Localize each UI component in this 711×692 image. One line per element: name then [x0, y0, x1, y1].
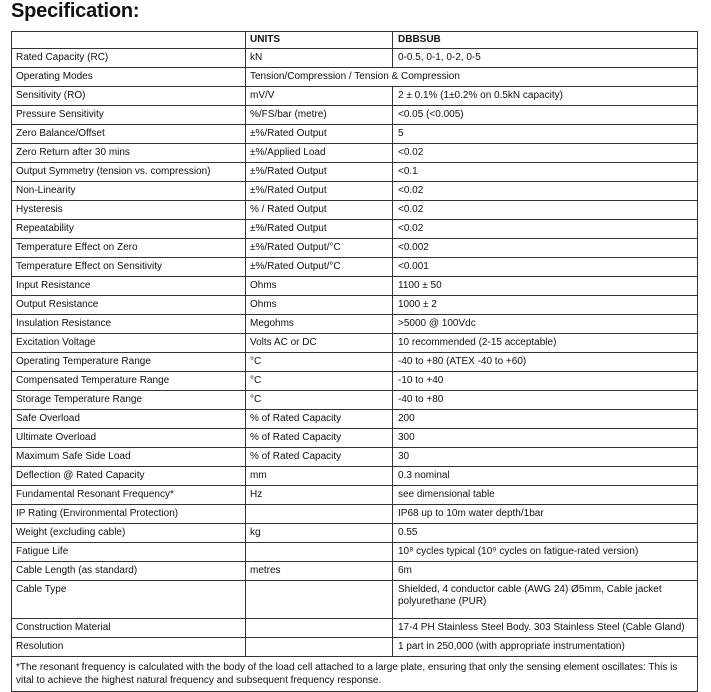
table-row	[12, 277, 698, 296]
row-parameter: Ultimate Overload	[12, 429, 246, 448]
row-parameter: IP Rating (Environmental Protection)	[12, 505, 246, 524]
specification-table	[11, 31, 698, 692]
row-parameter: Fatigue Life	[12, 543, 246, 562]
row-units: mV/V	[246, 87, 393, 106]
table-row	[12, 581, 698, 619]
row-units: ±%/Rated Output/°C	[246, 239, 393, 258]
row-parameter: Insulation Resistance	[12, 315, 246, 334]
row-value: 10⁸ cycles typical (10⁹ cycles on fatigue-rated version)	[393, 543, 698, 562]
row-parameter: Compensated Temperature Range	[12, 372, 246, 391]
footnote: *The resonant frequency is calculated with the body of the load cell attached to a large plate, ensuring that only the sensing element oscillates: This is vital to achieve the highest natural frequency and subsequent frequency response.	[12, 657, 698, 692]
row-units: % of Rated Capacity	[246, 448, 393, 467]
row-parameter: Non-Linearity	[12, 182, 246, 201]
row-units: % of Rated Capacity	[246, 429, 393, 448]
row-parameter: Resolution	[12, 638, 246, 657]
row-units: Volts AC or DC	[246, 334, 393, 353]
table-row	[12, 562, 698, 581]
row-parameter: Rated Capacity (RC)	[12, 49, 246, 68]
row-value: 10 recommended (2-15 acceptable)	[393, 334, 698, 353]
row-value: <0.02	[393, 182, 698, 201]
row-parameter: Safe Overload	[12, 410, 246, 429]
row-parameter: Deflection @ Rated Capacity	[12, 467, 246, 486]
row-units: % of Rated Capacity	[246, 410, 393, 429]
row-units: ±%/Rated Output/°C	[246, 258, 393, 277]
row-value: 1100 ± 50	[393, 277, 698, 296]
row-value: <0.002	[393, 239, 698, 258]
table-row	[12, 505, 698, 524]
row-value: -40 to +80	[393, 391, 698, 410]
table-row	[12, 49, 698, 68]
table-row	[12, 448, 698, 467]
table-header-row	[12, 32, 698, 49]
row-units	[246, 543, 393, 562]
row-units: mm	[246, 467, 393, 486]
row-value: 1000 ± 2	[393, 296, 698, 315]
table-row	[12, 68, 698, 87]
row-value: Shielded, 4 conductor cable (AWG 24) Ø5mm, Cable jacket polyurethane (PUR)	[393, 581, 698, 619]
row-units: ±%/Rated Output	[246, 182, 393, 201]
table-row	[12, 410, 698, 429]
row-value: 30	[393, 448, 698, 467]
row-units: Megohms	[246, 315, 393, 334]
table-row	[12, 486, 698, 505]
table-row	[12, 106, 698, 125]
row-parameter: Zero Return after 30 mins	[12, 144, 246, 163]
header-model: DBBSUB	[393, 32, 698, 49]
row-value: see dimensional table	[393, 486, 698, 505]
table-row	[12, 239, 698, 258]
page-title: Specification:	[11, 0, 140, 22]
row-parameter: Construction Material	[12, 619, 246, 638]
row-value: IP68 up to 10m water depth/1bar	[393, 505, 698, 524]
row-parameter: Hysteresis	[12, 201, 246, 220]
table-row	[12, 429, 698, 448]
row-value: 200	[393, 410, 698, 429]
table-row	[12, 391, 698, 410]
row-value: 17-4 PH Stainless Steel Body. 303 Stainless Steel (Cable Gland)	[393, 619, 698, 638]
header-parameter	[12, 32, 246, 49]
row-parameter: Storage Temperature Range	[12, 391, 246, 410]
table-row	[12, 543, 698, 562]
footnote-row	[12, 657, 698, 692]
row-units: ±%/Rated Output	[246, 163, 393, 182]
row-units: ±%/Rated Output	[246, 220, 393, 239]
row-units: metres	[246, 562, 393, 581]
table-row	[12, 220, 698, 239]
row-units: Hz	[246, 486, 393, 505]
row-parameter: Repeatability	[12, 220, 246, 239]
row-units: °C	[246, 353, 393, 372]
table-row	[12, 334, 698, 353]
row-value: 5	[393, 125, 698, 144]
row-value: -10 to +40	[393, 372, 698, 391]
row-parameter: Input Resistance	[12, 277, 246, 296]
table-row	[12, 524, 698, 543]
row-value: >5000 @ 100Vdc	[393, 315, 698, 334]
row-value: 0-0.5, 0-1, 0-2, 0-5	[393, 49, 698, 68]
row-units	[246, 619, 393, 638]
row-value: 0.3 nominal	[393, 467, 698, 486]
row-parameter: Excitation Voltage	[12, 334, 246, 353]
row-units: % / Rated Output	[246, 201, 393, 220]
row-value: <0.05 (<0.005)	[393, 106, 698, 125]
table-row	[12, 353, 698, 372]
row-units: Ohms	[246, 296, 393, 315]
row-units: °C	[246, 372, 393, 391]
row-units: °C	[246, 391, 393, 410]
row-parameter: Cable Type	[12, 581, 246, 619]
row-value: <0.02	[393, 144, 698, 163]
row-parameter: Temperature Effect on Zero	[12, 239, 246, 258]
table-row	[12, 638, 698, 657]
row-value: 1 part in 250,000 (with appropriate instrumentation)	[393, 638, 698, 657]
row-parameter: Fundamental Resonant Frequency*	[12, 486, 246, 505]
row-units: %/FS/bar (metre)	[246, 106, 393, 125]
row-value: <0.1	[393, 163, 698, 182]
row-units: kg	[246, 524, 393, 543]
row-parameter: Operating Temperature Range	[12, 353, 246, 372]
row-value: 2 ± 0.1% (1±0.2% on 0.5kN capacity)	[393, 87, 698, 106]
row-units	[246, 581, 393, 619]
table-row	[12, 163, 698, 182]
table-row	[12, 619, 698, 638]
table-row	[12, 201, 698, 220]
table-row	[12, 144, 698, 163]
row-parameter: Output Symmetry (tension vs. compression)	[12, 163, 246, 182]
row-parameter: Cable Length (as standard)	[12, 562, 246, 581]
row-parameter: Sensitivity (RO)	[12, 87, 246, 106]
row-units: Tension/Compression / Tension & Compression	[246, 68, 698, 87]
row-units: ±%/Applied Load	[246, 144, 393, 163]
row-parameter: Zero Balance/Offset	[12, 125, 246, 144]
table-row	[12, 372, 698, 391]
row-parameter: Output Resistance	[12, 296, 246, 315]
table-row	[12, 315, 698, 334]
row-parameter: Weight (excluding cable)	[12, 524, 246, 543]
table-row	[12, 182, 698, 201]
row-units: Ohms	[246, 277, 393, 296]
table-row	[12, 87, 698, 106]
row-units	[246, 505, 393, 524]
row-units: ±%/Rated Output	[246, 125, 393, 144]
row-parameter: Operating Modes	[12, 68, 246, 87]
header-units: UNITS	[246, 32, 393, 49]
row-parameter: Maximum Safe Side Load	[12, 448, 246, 467]
row-value: 6m	[393, 562, 698, 581]
row-value: 300	[393, 429, 698, 448]
row-value: 0.55	[393, 524, 698, 543]
table-row	[12, 467, 698, 486]
row-units	[246, 638, 393, 657]
row-parameter: Pressure Sensitivity	[12, 106, 246, 125]
row-parameter: Temperature Effect on Sensitivity	[12, 258, 246, 277]
row-value: <0.02	[393, 220, 698, 239]
table-row	[12, 125, 698, 144]
row-value: <0.001	[393, 258, 698, 277]
table-row	[12, 296, 698, 315]
row-value: -40 to +80 (ATEX -40 to +60)	[393, 353, 698, 372]
row-units: kN	[246, 49, 393, 68]
table-row	[12, 258, 698, 277]
row-value: <0.02	[393, 201, 698, 220]
